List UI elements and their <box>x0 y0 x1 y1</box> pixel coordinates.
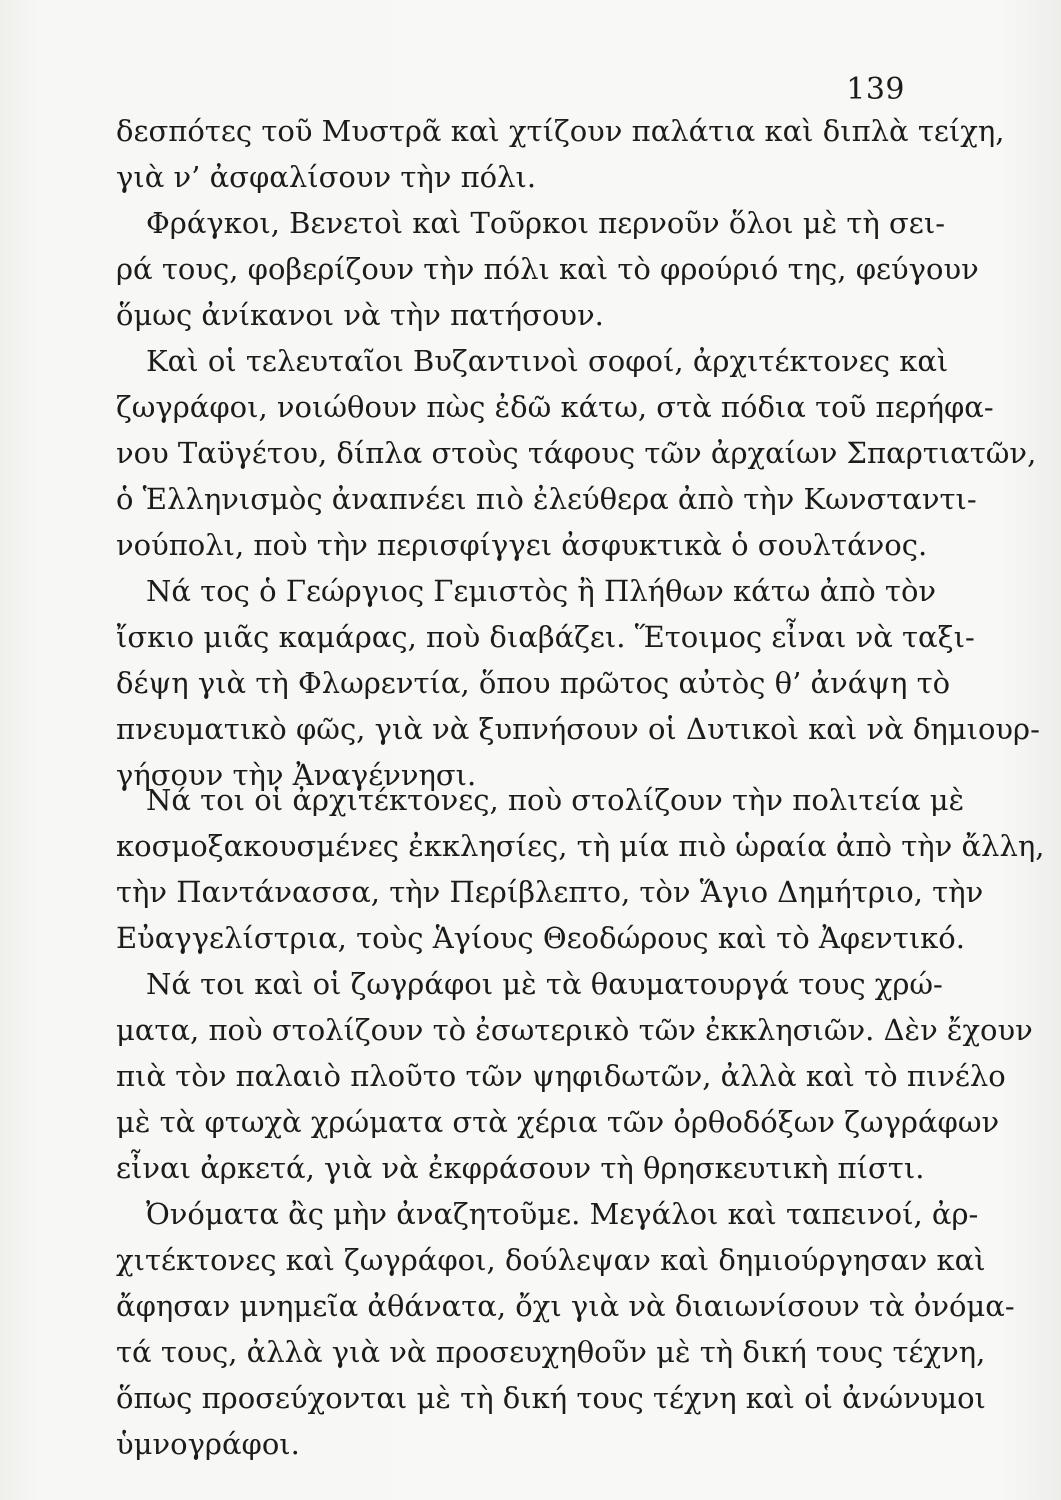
text-line: ὅμως ἀνίκανοι νὰ τὴν πατήσουν. <box>116 298 604 332</box>
text-line: τά τους, ἀλλὰ γιὰ νὰ προσευχηθοῦν μὲ τὴ δική τους τέχνη, <box>116 1335 986 1369</box>
text-line: πιὰ τὸν παλαιὸ πλοῦτο τῶν ψηφιδωτῶν, ἀλλὰ καὶ τὸ πινέλο <box>116 1059 1006 1093</box>
text-line: ἴσκιο μιᾶς καμάρας, ποὺ διαβάζει. Ἕτοιμος εἶναι νὰ ταξι- <box>116 620 975 654</box>
text-line: ὅπως προσεύχονται μὲ τὴ δική τους τέχνη καὶ οἱ ἀνώνυμοι <box>116 1381 986 1415</box>
text-line: μὲ τὰ φτωχὰ χρώματα στὰ χέρια τῶν ὀρθοδόξων ζωγράφων <box>116 1105 1000 1139</box>
text-line: Νά τος ὁ Γεώργιος Γεμιστὸς ἢ Πλήθων κάτω ἀπὸ τὸν <box>146 574 937 608</box>
text-line: δεσπότες τοῦ Μυστρᾶ καὶ χτίζουν παλάτια καὶ διπλὰ τείχη, <box>116 114 1005 148</box>
text-line: Εὐαγγελίστρια, τοὺς Ἁγίους Θεοδώρους καὶ τὸ Ἀφεντικό. <box>116 921 965 955</box>
text-line: κοσμοξακουσμένες ἐκκλησίες, τὴ μία πιὸ ὡραία ἀπὸ τὴν ἄλλη, <box>116 829 1045 863</box>
text-line: Ὀνόματα ἂς μὴν ἀναζητοῦμε. Μεγάλοι καὶ ταπεινοί, ἀρ- <box>146 1197 979 1231</box>
text-line: γήσουν τὴν Ἀναγέννησι. <box>116 758 477 792</box>
text-line: χιτέκτονες καὶ ζωγράφοι, δούλεψαν καὶ δημιούργησαν καὶ <box>116 1243 986 1277</box>
text-line: ζωγράφοι, νοιώθουν πὼς ἐδῶ κάτω, στὰ πόδια τοῦ περήφα- <box>116 390 994 424</box>
page-number: 139 <box>846 72 905 107</box>
text-line: ὁ Ἑλληνισμὸς ἀναπνέει πιὸ ἐλεύθερα ἀπὸ τὴν Κωνσταντι- <box>116 482 977 516</box>
text-line: ρά τους, φοβερίζουν τὴν πόλι καὶ τὸ φρούριό της, φεύγουν <box>116 252 979 286</box>
text-line: γιὰ ν’ ἀσφαλίσουν τὴν πόλι. <box>116 160 537 194</box>
text-line: νούπολι, ποὺ τὴν περισφίγγει ἀσφυκτικὰ ὁ σουλτάνος. <box>116 528 928 562</box>
text-line: Καὶ οἱ τελευταῖοι Βυζαντινοὶ σοφοί, ἀρχιτέκτονες καὶ <box>146 344 949 378</box>
text-line: ἄφησαν μνημεῖα ἀθάνατα, ὄχι γιὰ νὰ διαιωνίσουν τὰ ὀνόμα- <box>116 1289 1015 1323</box>
text-block-upper <box>116 108 1040 798</box>
text-line: τὴν Παντάνασσα, τὴν Περίβλεπτο, τὸν Ἅγιο Δημήτριο, τὴν <box>116 875 984 909</box>
text-line: ματα, ποὺ στολίζουν τὸ ἐσωτερικὸ τῶν ἐκκλησιῶν. Δὲν ἔχουν <box>116 1013 1033 1047</box>
text-line: Νά τοι καὶ οἱ ζωγράφοι μὲ τὰ θαυματουργά τους χρώ- <box>146 967 943 1001</box>
text-line: εἶναι ἀρκετά, γιὰ νὰ ἐκφράσουν τὴ θρησκευτικὴ πίστι. <box>116 1151 925 1185</box>
text-line: Φράγκοι, Βενετοὶ καὶ Τοῦρκοι περνοῦν ὅλοι μὲ τὴ σει- <box>146 206 946 240</box>
text-line: δέψη γιὰ τὴ Φλωρεντία, ὅπου πρῶτος αὐτὸς θ’ ἀνάψη τὸ <box>116 666 951 700</box>
text-line: πνευματικὸ φῶς, γιὰ νὰ ξυπνήσουν οἱ Δυτικοὶ καὶ νὰ δημιουρ- <box>116 712 1040 746</box>
text-line: νου Ταϋγέτου, δίπλα στοὺς τάφους τῶν ἀρχαίων Σπαρτιατῶν, <box>116 436 1037 470</box>
text-line: Νά τοι οἱ ἀρχιτέκτονες, ποὺ στολίζουν τὴν πολιτεία μὲ <box>146 783 965 817</box>
text-block-lower <box>116 777 1045 1467</box>
text-line: ὑμνογράφοι. <box>116 1427 300 1461</box>
